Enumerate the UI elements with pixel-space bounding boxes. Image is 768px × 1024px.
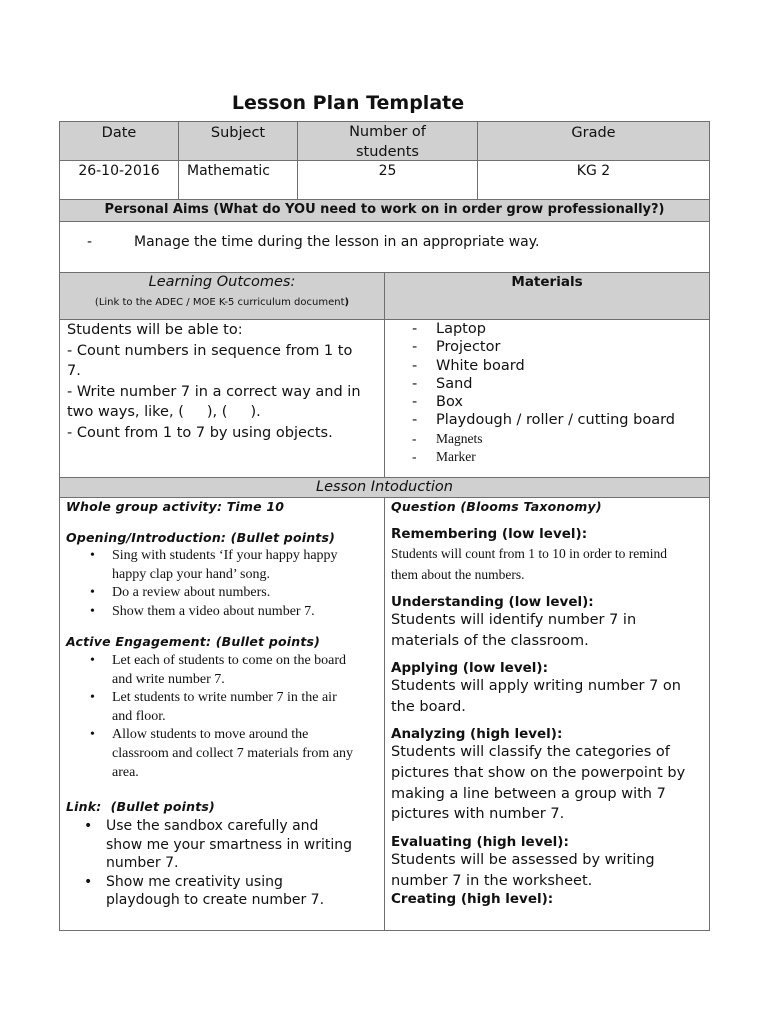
text-line: materials of the classroom. [391,632,589,649]
outcome-line: 7. [67,363,81,379]
outcome-line: - Count numbers in sequence from 1 to [67,342,353,359]
value-subject-text: Mathematic [187,163,270,179]
text-line: pictures that show on the powerpoint by [391,764,686,781]
list-item-line: • Sing with students ‘If your happy happy [112,548,338,563]
header-subject-label: Subject [210,125,266,141]
outcome-line: Students will be able to: [67,322,243,338]
text-line: pictures with number 7. [391,806,565,823]
lesson-left-column [59,497,385,931]
material-item: - Laptop [385,320,709,338]
outcome-line: two ways, like, ( ), ( ). [67,404,261,420]
text-line: making a line between a group with 7 [391,785,666,802]
lesson-right-column [384,497,710,931]
text-line: Students will classify the categories of [391,744,670,760]
list-item [59,817,384,873]
outcome-line: - Count from 1 to 7 by using objects. [67,424,333,441]
material-item: - Projector [385,338,709,356]
material-item: - Magnets [385,430,709,448]
list-item [60,689,384,726]
opening-list [60,547,384,621]
personal-aims-body [59,221,710,273]
text-line: Students will count from 1 to 10 in order to remind [391,546,667,561]
lesson-intro-heading [59,477,710,498]
understanding-text [391,610,709,651]
text-line: them about the numbers. [391,567,525,582]
material-item: - Sand [385,375,709,393]
learning-outcomes-heading [59,272,385,320]
value-grade-text: KG 2 [576,163,611,179]
list-item-line: show me your smartness in writing [106,836,352,853]
link-note-text: (Link to the ADEC / MOE K-5 curriculum document [94,297,345,308]
active-engagement-list [60,652,384,782]
understanding-label: Understanding (low level): [391,594,594,610]
material-item: - Marker [385,448,709,466]
list-item-line: • Show them a video about number 7. [112,603,315,619]
document-title: Lesson Plan Template [231,92,465,114]
text-line: Students will apply writing number 7 on [391,678,681,694]
list-item-line: area. [112,764,139,780]
materials-heading-text: Materials [511,274,583,290]
materials-body [384,319,710,478]
personal-aims-heading [59,199,710,222]
active-engagement-heading: Active Engagement: (Bullet points) [66,634,321,649]
personal-aims-list [60,234,709,250]
learning-outcomes-body [59,319,385,478]
list-item-line: • Show me creativity using [106,873,283,890]
materials-list [385,320,709,466]
text-line: Students will identify number 7 in [391,612,637,628]
list-item-line: happy clap your hand’ song. [112,566,270,582]
header-students [297,121,478,161]
applying-text [391,676,709,717]
lesson-intro-heading-text: Lesson Intoduction [316,479,453,495]
list-item-line: • Allow students to move around the [112,727,309,743]
link-note-close: ) [344,297,350,308]
analyzing-label: Analyzing (high level): [391,726,563,742]
list-item-line: classroom and collect 7 materials from any [112,745,354,761]
value-date [59,160,179,200]
applying-label: Applying (low level): [391,660,548,676]
list-item-line: and floor. [112,708,166,724]
list-item [60,547,384,584]
link-heading: Link: (Bullet points) [66,799,215,815]
material-item: - Playdough / roller / cutting board [385,411,709,429]
value-date-text: 26-10-2016 [78,163,160,179]
materials-heading [384,272,710,320]
value-students-text: 25 [378,163,397,179]
list-item [59,873,384,910]
learning-outcomes-link [60,297,384,308]
evaluating-label: Evaluating (high level): [391,834,569,851]
list-item-line: and write number 7. [112,671,225,687]
list-item [60,603,384,622]
remembering-text [391,543,709,585]
list-item-line: number 7. [106,855,179,872]
header-date-label: Date [101,125,137,141]
list-item-line: • Let each of students to come on the board [112,653,347,668]
header-date [59,121,179,161]
header-subject [178,121,298,161]
analyzing-text [391,742,709,825]
list-item-line: • Use the sandbox carefully and [106,818,319,835]
link-list [59,817,384,910]
list-item [60,652,384,689]
list-item: - Manage the time during the lesson in an appropriate way. [60,234,709,250]
material-item: - Box [385,393,709,411]
text-line: number 7 in the worksheet. [391,872,593,889]
learning-outcomes-title: Learning Outcomes: [148,274,296,290]
text-line: Students will be assessed by writing [391,852,655,869]
value-students [297,160,478,200]
text-line: the board. [391,698,466,715]
personal-aims-heading-text: Personal Aims (What do YOU need to work on in order grow professionally?) [104,202,665,217]
list-item-line: • Do a review about numbers. [112,585,271,600]
remembering-label: Remembering (low level): [391,526,588,542]
opening-heading: Opening/Introduction: (Bullet points) [66,530,336,545]
question-heading: Question (Blooms Taxonomy) [391,499,602,514]
outcome-line: - Write number 7 in a correct way and in [67,383,361,400]
material-item: - White board [385,357,709,375]
value-grade [477,160,710,200]
value-subject [178,160,298,200]
list-item-line: playdough to create number 7. [106,892,325,909]
header-grade-label: Grade [571,125,616,141]
list-item [60,584,384,603]
creating-label: Creating (high level): [391,891,554,908]
whole-group-heading: Whole group activity: Time 10 [66,499,285,514]
list-item-line: • Let students to write number 7 in the air [112,690,337,706]
header-students-label: Number of students [349,124,426,160]
list-item [60,726,384,782]
evaluating-text [391,850,709,891]
header-grade [477,121,710,161]
